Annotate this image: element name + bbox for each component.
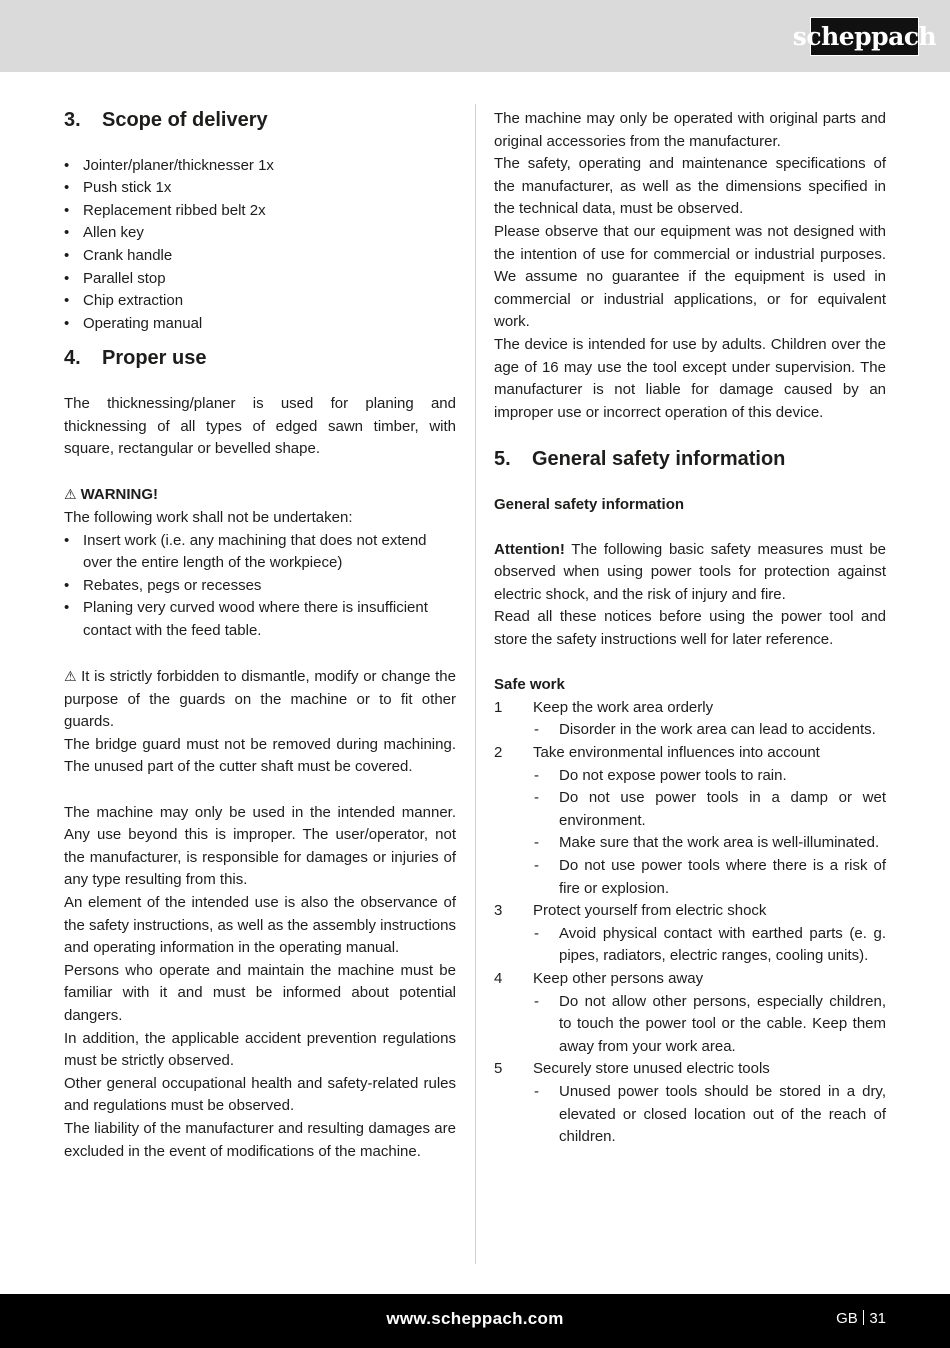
sub-list — [533, 765, 886, 901]
item-number: 3 — [494, 902, 503, 920]
section-number: 4. — [64, 347, 81, 370]
delivery-item: • Jointer/planer/thicknesser 1x — [64, 155, 456, 178]
delivery-list — [64, 155, 456, 336]
column-divider — [475, 104, 476, 1264]
body-paragraph: The liability of the manufacturer and resulting damages are excluded in the event of modifications of the machine. — [64, 1119, 456, 1160]
item-title: Keep the work area orderly — [533, 698, 714, 716]
page-indicator — [836, 1310, 886, 1327]
delivery-item: • Allen key — [64, 222, 456, 245]
warning-lead: The following work shall not be undertaken: — [64, 508, 353, 526]
attention-label: Attention! — [494, 540, 565, 558]
safe-work-item — [494, 1058, 886, 1148]
sub-list — [533, 991, 886, 1059]
header-bar — [0, 0, 950, 72]
safe-work-item — [494, 968, 886, 1058]
delivery-item: • Operating manual — [64, 313, 456, 336]
warning-item: • Rebates, pegs or recesses — [64, 575, 456, 598]
sub-item: - Unused power tools should be stored in a dry, elevated or closed location out of the reach of children. — [533, 1081, 886, 1149]
sub-list — [533, 719, 886, 742]
attention-text: The following basic safety measures must be observed when using power tools for protection against electric shock, and the risk of injury and fire. — [494, 540, 886, 603]
body-paragraph: Other general occupational health and safety-related rules and regulations must be observed. — [64, 1074, 456, 1115]
item-number: 2 — [494, 744, 503, 762]
body-paragraph: An element of the intended use is also the observance of the safety instructions, as well as the assembly instructions and operating information in the operating manual. — [64, 894, 456, 957]
warning-item: • Planing very curved wood where there is insufficient contact with the feed table. — [64, 597, 456, 642]
delivery-item: • Chip extraction — [64, 290, 456, 313]
left-paragraphs — [64, 802, 456, 1164]
body-paragraph: The machine may only be used in the intended manner. Any use beyond this is improper. The user/operator, not the manufacturer, is responsible for damages or injuries of any type resulting from this. — [64, 803, 456, 889]
body-paragraph: Please observe that our equipment was not designed with the intention of use for commercial or industrial purposes. We assume no guarantee if the equipment is used in commercial or industrial applications, or for equivalent work. — [494, 222, 886, 331]
item-title: Take environmental influences into account — [533, 744, 820, 762]
section-title: General safety information — [532, 447, 786, 470]
item-number: 4 — [494, 969, 503, 987]
body-paragraph: Persons who operate and maintain the machine must be familiar with it and must be informed about potential dangers. — [64, 961, 456, 1024]
warning-list — [64, 530, 456, 643]
warning-triangle-icon: ⚠ — [64, 486, 77, 503]
safe-work-list — [494, 697, 886, 1149]
item-title: Keep other persons away — [533, 969, 704, 987]
warning-triangle-icon: ⚠ — [64, 668, 78, 685]
item-number: 5 — [494, 1060, 503, 1078]
read-all-paragraph: Read all these notices before using the power tool and store the safety instructions well for later reference. — [494, 608, 886, 649]
sub-item: - Do not use power tools in a damp or wet environment. — [533, 787, 886, 832]
sub-item: - Make sure that the work area is well-illuminated. — [533, 832, 886, 855]
item-title: Protect yourself from electric shock — [533, 902, 767, 920]
item-number: 1 — [494, 698, 503, 716]
body-paragraph: The machine may only be operated with original parts and original accessories from the manufacturer. — [494, 110, 886, 150]
sub-heading: General safety information — [494, 495, 685, 513]
left-column — [64, 108, 456, 1163]
section-title: Scope of delivery — [102, 109, 268, 131]
section-4-heading — [64, 346, 456, 370]
footer-bar — [0, 1294, 950, 1348]
warning-heading — [64, 483, 456, 507]
safe-work-item — [494, 697, 886, 742]
body-paragraph: The safety, operating and maintenance specifications of the manufacturer, as well as the dimensions specified in the technical data, must be observed. — [494, 155, 886, 218]
delivery-item: • Push stick 1x — [64, 177, 456, 200]
right-column — [494, 108, 886, 1149]
sub-list — [533, 1081, 886, 1149]
warning-title: WARNING! — [80, 486, 159, 504]
sub-item: - Do not use power tools where there is a risk of fire or explosion. — [533, 855, 886, 900]
section-5-heading — [494, 447, 886, 471]
section-title: Proper use — [102, 347, 207, 370]
delivery-item: • Crank handle — [64, 245, 456, 268]
body-paragraph: In addition, the applicable accident prevention regulations must be strictly observed. — [64, 1029, 456, 1070]
language-code: GB — [836, 1310, 858, 1327]
delivery-item: • Replacement ribbed belt 2x — [64, 200, 456, 223]
sub-item: - Disorder in the work area can lead to accidents. — [533, 719, 886, 742]
sub-item: - Avoid physical contact with earthed parts (e. g. pipes, radiators, electric ranges, cooling units). — [533, 923, 886, 968]
safe-work-item — [494, 900, 886, 968]
safe-work-item — [494, 742, 886, 900]
attention-paragraph — [494, 539, 886, 607]
sub-item: - Do not expose power tools to rain. — [533, 765, 886, 788]
right-paragraphs — [494, 108, 886, 424]
sub-item: - Do not allow other persons, especially children, to touch the power tool or the cable. Keep them away from your work area. — [533, 991, 886, 1059]
brand-logo: scheppach — [810, 17, 919, 56]
intro-paragraph: The thicknessing/planer is used for planing and thicknessing of all types of edged sawn timber, with square, rectangular or bevelled shape. — [64, 394, 456, 458]
item-title: Securely store unused electric tools — [533, 1060, 770, 1078]
forbidden-text: It is strictly forbidden to dismantle, modify or change the purpose of the guards on the machine or to fit other guards. — [64, 668, 456, 731]
bridge-guard-paragraph: The bridge guard must not be removed during machining. The unused part of the cutter shaft must be covered. — [64, 735, 456, 776]
warning-item: • Insert work (i.e. any machining that does not extend over the entire length of the workpiece) — [64, 530, 456, 575]
forbidden-paragraph — [64, 665, 456, 734]
safe-work-heading: Safe work — [494, 676, 565, 694]
section-number: 5. — [494, 447, 511, 470]
page-number: 31 — [869, 1310, 886, 1327]
website-link[interactable]: www.scheppach.com — [386, 1309, 564, 1328]
sub-list — [533, 923, 886, 968]
body-paragraph: The device is intended for use by adults. Children over the age of 16 may use the tool except under supervision. The manufacturer is not liable for damage caused by an improper use or incorrect operation of this device. — [494, 335, 886, 421]
section-3-heading — [64, 108, 456, 132]
section-number: 3. — [64, 109, 81, 131]
delivery-item: • Parallel stop — [64, 268, 456, 291]
